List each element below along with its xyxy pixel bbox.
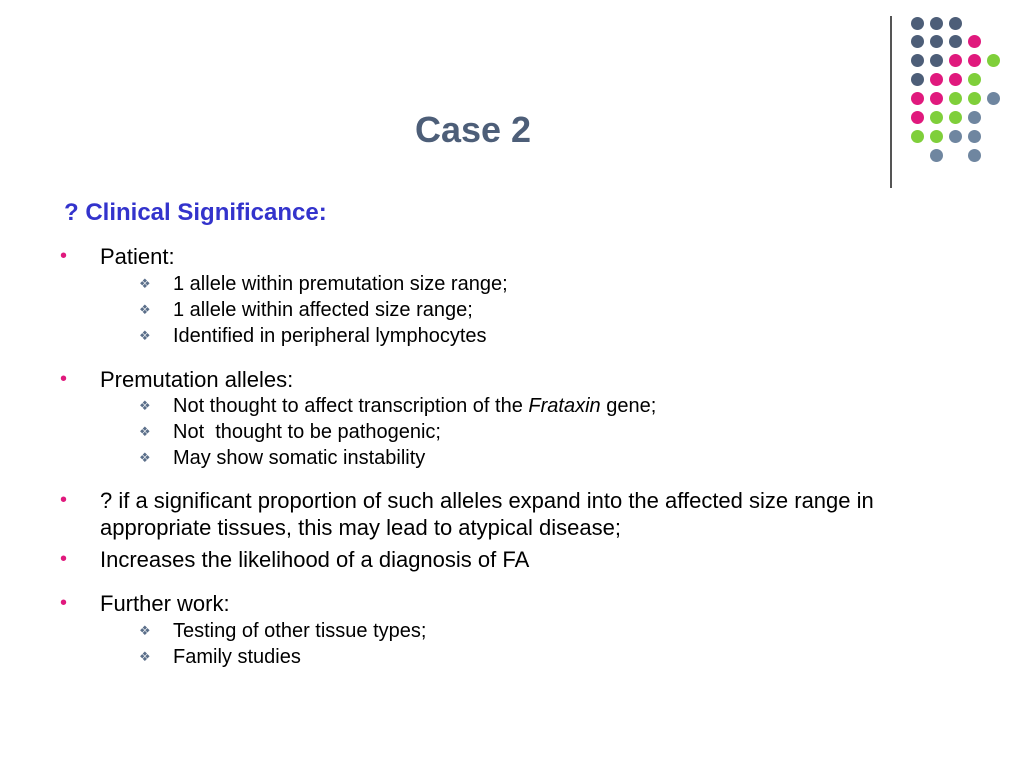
bullet-dot-icon: •: [60, 368, 68, 390]
decorative-dot: [949, 17, 962, 30]
decorative-dot: [968, 54, 981, 67]
bullet-text: Premutation alleles:: [100, 367, 294, 392]
gene-name-italic: Frataxin: [528, 395, 601, 417]
decorative-dot: [968, 73, 981, 86]
sub-bullet-item: [139, 618, 873, 644]
decorative-dot: [949, 73, 962, 86]
sub-bullet-item: [139, 419, 873, 445]
bullet-text: Increases the likelihood of a diagnosis of FA: [100, 547, 530, 572]
decorative-dot: [968, 111, 981, 124]
sub-bullet-item: [139, 644, 873, 670]
sub-bullet-text: Family studies: [173, 646, 301, 668]
sub-bullet-text: Identified in peripheral lymphocytes: [173, 325, 487, 347]
bullet-text: Further work:: [100, 591, 230, 616]
section-heading: ? Clinical Significance:: [64, 199, 327, 226]
sub-bullet-text-part: gene;: [600, 395, 657, 417]
diamond-bullet-icon: ❖: [139, 302, 151, 317]
decorative-dot: [911, 54, 924, 67]
bullet-dot-icon: •: [60, 245, 68, 267]
decorative-dot: [911, 92, 924, 105]
decorative-dot: [911, 35, 924, 48]
diamond-bullet-icon: ❖: [139, 623, 151, 638]
decorative-dot: [968, 35, 981, 48]
decorative-dot: [968, 92, 981, 105]
bullet-item-patient: [60, 243, 930, 270]
decorative-dot: [930, 35, 943, 48]
decorative-dot: [930, 54, 943, 67]
sub-bullet-text: Not thought to be pathogenic;: [173, 421, 441, 443]
sub-bullet-text: May show somatic instability: [173, 447, 426, 469]
bullet-item-further-work: [60, 590, 930, 617]
bullet-item-premutation: [60, 366, 930, 393]
sub-bullet-item: [139, 393, 873, 419]
decorative-dot: [930, 92, 943, 105]
decorative-dot: [968, 130, 981, 143]
sub-bullet-item: [139, 323, 873, 349]
decorative-dot: [949, 111, 962, 124]
decorative-dot: [949, 54, 962, 67]
bullet-item-increases: [60, 546, 930, 573]
decorative-dot: [911, 73, 924, 86]
diamond-bullet-icon: ❖: [139, 276, 151, 291]
bullet-dot-icon: •: [60, 592, 68, 614]
diamond-bullet-icon: ❖: [139, 398, 151, 413]
sub-bullet-item: [139, 271, 873, 297]
bullet-dot-icon: •: [60, 548, 68, 570]
decorative-dot: [949, 130, 962, 143]
sub-bullet-text: 1 allele within affected size range;: [173, 299, 473, 321]
decorative-divider-line: [890, 16, 892, 188]
bullet-text: Patient:: [100, 244, 175, 269]
bullet-dot-icon: •: [60, 489, 68, 511]
slide-title: Case 2: [414, 109, 532, 150]
decorative-dot: [987, 54, 1000, 67]
diamond-bullet-icon: ❖: [139, 649, 151, 664]
decorative-dot: [930, 73, 943, 86]
decorative-dot: [949, 35, 962, 48]
diamond-bullet-icon: ❖: [139, 328, 151, 343]
sub-bullet-item: [139, 297, 873, 323]
bullet-item-significant: [60, 487, 930, 541]
diamond-bullet-icon: ❖: [139, 424, 151, 439]
bullet-text: ? if a significant proportion of such alleles expand into the affected size range in appropriate tissues, this may lead to atypical disease;: [100, 488, 874, 540]
decorative-dot: [911, 17, 924, 30]
sub-bullet-text-part: Not thought to affect transcription of the: [173, 395, 529, 417]
sub-bullet-text: 1 allele within premutation size range;: [173, 273, 508, 295]
decorative-dot: [968, 149, 981, 162]
decorative-dot: [987, 92, 1000, 105]
diamond-bullet-icon: ❖: [139, 450, 151, 465]
decorative-dot: [949, 92, 962, 105]
sub-bullet-item: [139, 445, 873, 471]
sub-bullet-text: Testing of other tissue types;: [173, 620, 427, 642]
decorative-dot: [930, 17, 943, 30]
